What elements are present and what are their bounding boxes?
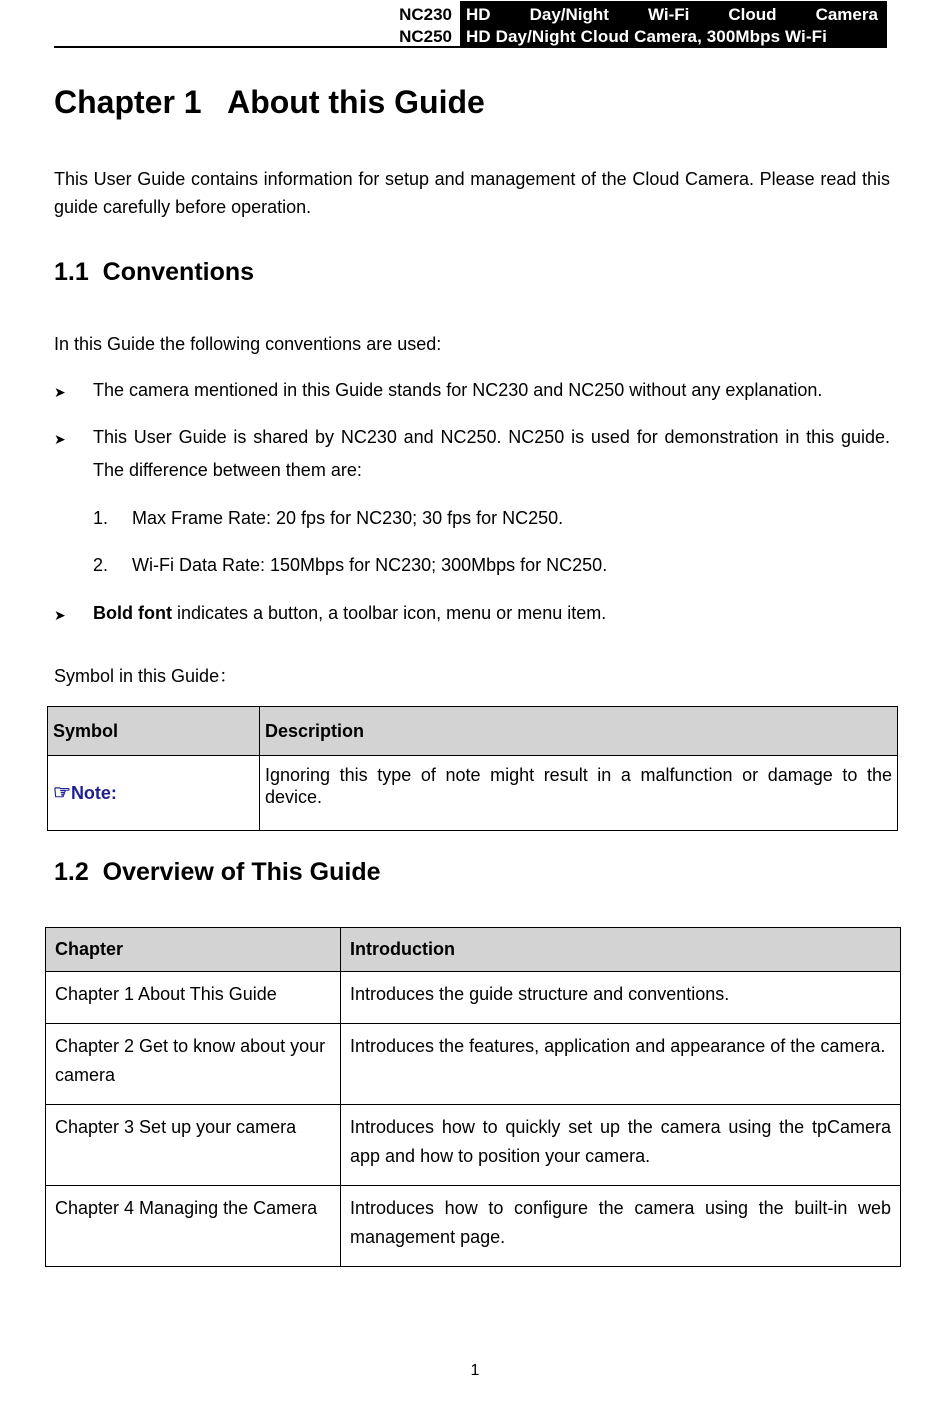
bullet-item-2: This User Guide is shared by NC230 and NC250. NC250 is used for demonstration in this guide. The difference between them are: xyxy=(93,427,890,480)
chapter-cell: Chapter 1 About This Guide xyxy=(46,972,341,1024)
intro-cell: Introduces how to configure the camera using the built-in web management page. xyxy=(341,1186,901,1267)
conventions-heading: 1.1 Conventions xyxy=(54,258,255,286)
overview-heading: 1.2 Overview of This Guide xyxy=(54,858,381,886)
numbered-item-number: 2. xyxy=(93,555,109,575)
table-row xyxy=(46,1105,901,1186)
table-row xyxy=(46,972,901,1024)
pointing-hand-icon: ☞ xyxy=(53,782,71,804)
header-word: Cloud xyxy=(728,5,777,24)
numbered-item-text: Wi-Fi Data Rate: 150Mbps for NC230; 300Mbps for NC250. xyxy=(132,555,608,575)
bullet-arrow-icon: ➤ xyxy=(54,384,66,400)
header-title-line2: HD Day/Night Cloud Camera, 300Mbps Wi-Fi xyxy=(466,27,827,46)
chapter-cell: Chapter 2 Get to know about your camera xyxy=(46,1024,341,1105)
numbered-item-number: 1. xyxy=(93,508,109,528)
header-rule xyxy=(54,46,460,48)
note-symbol-cell xyxy=(48,756,260,831)
bullet-item-3 xyxy=(93,597,890,630)
bullet-arrow-icon: ➤ xyxy=(54,431,66,447)
header-title xyxy=(466,4,878,48)
header-chapter: Chapter xyxy=(46,928,341,972)
symbol-table xyxy=(47,706,898,831)
numbered-item-text: Max Frame Rate: 20 fps for NC230; 30 fps for NC250. xyxy=(132,508,564,528)
note-description: Ignoring this type of note might result in a malfunction or damage to the device. xyxy=(260,756,898,831)
chapter-title: Chapter 1 About this Guide xyxy=(54,84,485,120)
header-introduction: Introduction xyxy=(341,928,901,972)
header-symbol: Symbol xyxy=(48,707,260,756)
bold-font-sample: Bold font xyxy=(93,603,172,623)
chapter-cell: Chapter 3 Set up your camera xyxy=(46,1105,341,1186)
table-row xyxy=(46,1024,901,1105)
header-models xyxy=(388,4,452,48)
bullet-item-3-rest: indicates a button, a toolbar icon, menu or menu item. xyxy=(171,603,607,623)
bullet-arrow-icon: ➤ xyxy=(54,607,66,623)
table-header-row xyxy=(46,928,901,972)
header-word: Camera xyxy=(815,5,878,24)
intro-cell: Introduces the features, application and appearance of the camera. xyxy=(341,1024,901,1105)
overview-table xyxy=(45,927,901,1267)
header-word: Day/Night xyxy=(529,5,609,24)
header-description: Description xyxy=(260,707,898,756)
header-word: Wi-Fi xyxy=(647,5,690,24)
note-label: Note: xyxy=(70,783,117,803)
conventions-lead: In this Guide the following conventions are used: xyxy=(54,334,442,354)
model-nc230: NC230 xyxy=(399,5,452,24)
intro-paragraph: This User Guide contains information for setup and management of the Cloud Camera. Please read this guide carefully before operation. xyxy=(54,169,890,217)
table-header-row xyxy=(48,707,898,756)
model-nc250: NC250 xyxy=(399,27,452,46)
header-word: HD xyxy=(466,5,491,24)
symbol-lead: Symbol in this Guide： xyxy=(54,666,238,686)
header-title-line1 xyxy=(466,4,878,26)
page-number: 1 xyxy=(470,1362,480,1379)
table-row xyxy=(46,1186,901,1267)
bullet-item-1: The camera mentioned in this Guide stands for NC230 and NC250 without any explanation. xyxy=(93,380,823,400)
intro-cell: Introduces the guide structure and conventions. xyxy=(341,972,901,1024)
chapter-cell: Chapter 4 Managing the Camera xyxy=(46,1186,341,1267)
table-row xyxy=(48,756,898,831)
intro-cell: Introduces how to quickly set up the camera using the tpCamera app and how to position your camera. xyxy=(341,1105,901,1186)
